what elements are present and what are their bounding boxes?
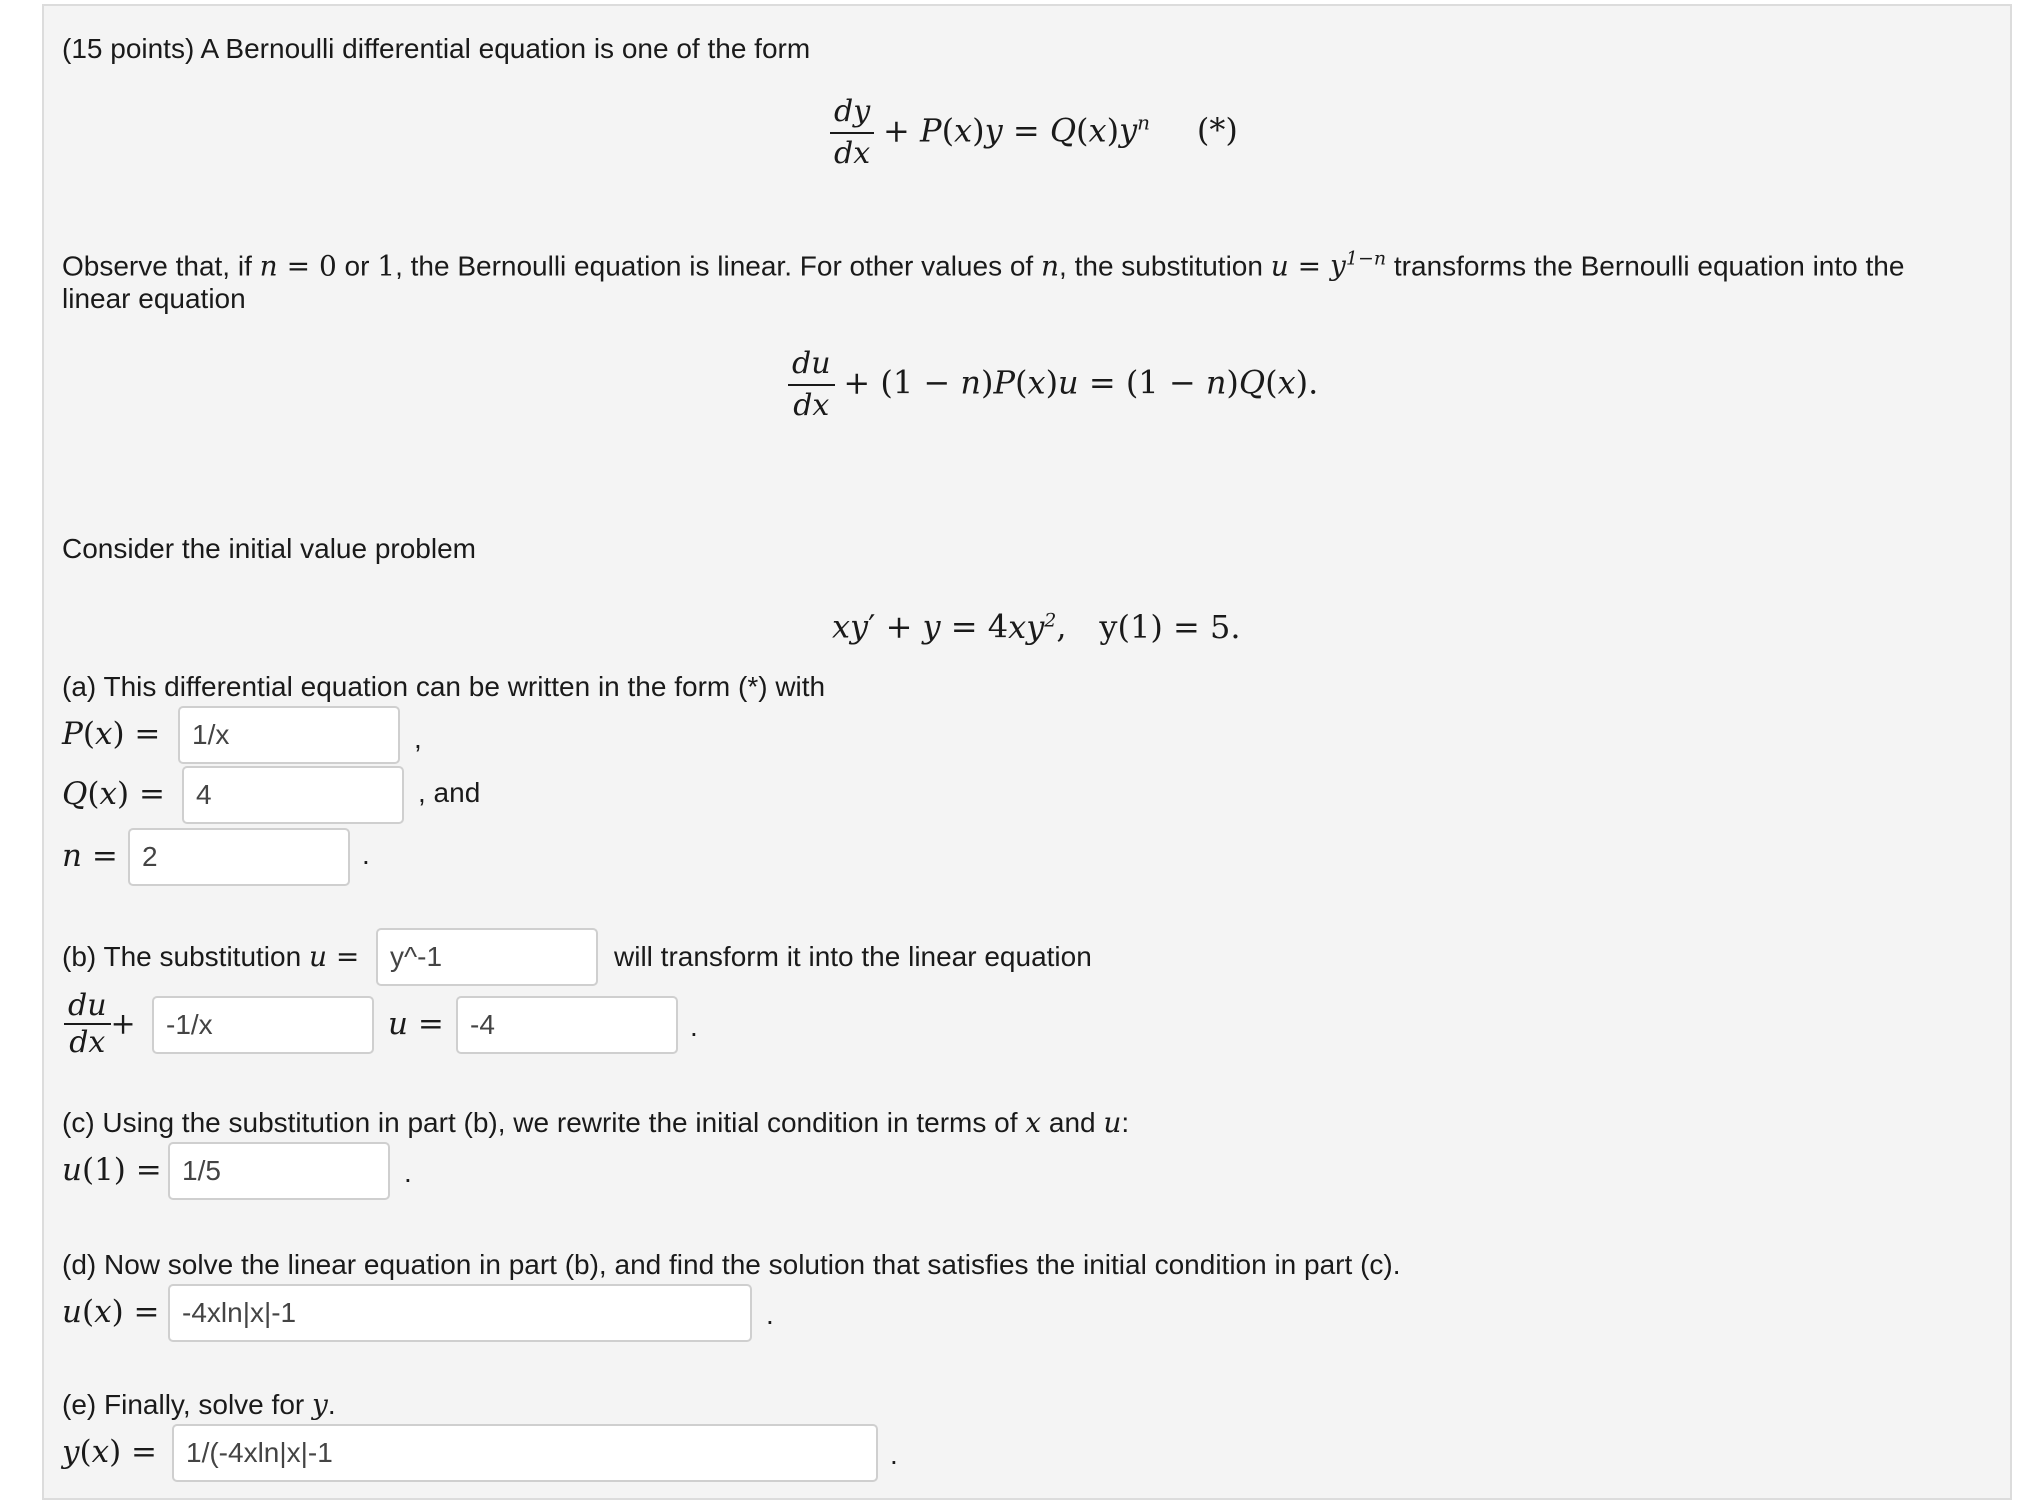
part-c-period: . [404, 1157, 412, 1188]
n-input[interactable] [128, 828, 350, 886]
coefficient-input[interactable] [152, 996, 374, 1054]
problem-panel [42, 4, 2012, 1500]
part-b-text: (b) The substitution u = [62, 940, 360, 973]
bernoulli-equation: $\frac{dy}{dx}$ + $P(x)y = Q(x)y^n$ (*) [830, 92, 1238, 174]
rhs-input[interactable] [456, 996, 678, 1054]
yx-label: y(x) = [62, 1434, 158, 1470]
part-a-comma: , [414, 723, 422, 754]
linear-equation: $\frac{du}{dx}$ + (1 − n)P(x)u = (1 − n)Q(x). [788, 344, 1318, 426]
n-label: n = [62, 838, 118, 874]
ux-input[interactable] [168, 1284, 752, 1342]
part-e-text: (e) Finally, solve for y. [62, 1388, 336, 1421]
P-input[interactable] [178, 706, 400, 764]
u1-input[interactable] [168, 1142, 390, 1200]
linear-equation-label: linear equation [62, 283, 246, 314]
Q-label: Q(x) = [62, 776, 165, 812]
u1-label: u(1) = [62, 1152, 162, 1188]
consider-text: Consider the initial value problem [62, 533, 476, 564]
part-b-text-after: will transform it into the linear equation [614, 941, 1092, 972]
u-equals-label: u = [388, 1006, 444, 1042]
part-a-text: (a) This differential equation can be written in the form (*) with [62, 671, 826, 702]
part-d-period: . [766, 1299, 774, 1330]
star-label: (*) [1196, 111, 1238, 150]
Q-input[interactable] [182, 766, 404, 824]
du-dx-fraction: $\frac{du}{dx}$ + [64, 988, 136, 1060]
ivp-equation: $xy' + y = 4xy^2$, y(1) = 5. [832, 607, 1241, 646]
part-b-period: . [690, 1011, 698, 1042]
intro-heading: (15 points) A Bernoulli differential equation is one of the form [62, 33, 811, 64]
observe-text: Observe that, if n = 0 or 1, the Bernoulli equation is linear. For other values of n, the substitution $u = y^{1-n}$ transforms the Bernoulli equation into the [62, 248, 1905, 283]
yx-input[interactable] [172, 1424, 878, 1482]
ux-label: u(x) = [62, 1294, 160, 1330]
initial-condition: y(1) = 5. [1099, 607, 1241, 646]
part-d-text: (d) Now solve the linear equation in part (b), and find the solution that satisfies the initial condition in part (c). [62, 1249, 1401, 1280]
P-label: P(x) = [62, 716, 161, 752]
part-e-period: . [890, 1439, 898, 1470]
part-c-text: (c) Using the substitution in part (b), we rewrite the initial condition in terms of x and u: [62, 1106, 1130, 1139]
part-a-and: , and [418, 777, 481, 808]
part-a-period: . [362, 839, 370, 870]
u-substitution-input[interactable] [376, 928, 598, 986]
